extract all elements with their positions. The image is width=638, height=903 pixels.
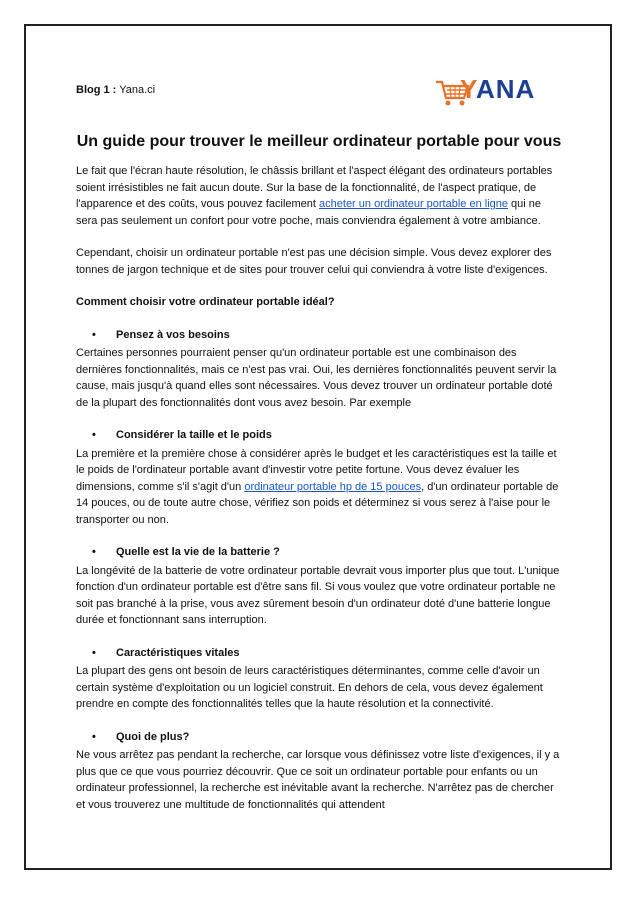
blog-label: Blog 1 : [76,84,117,96]
logo-letters-ana: ANA [475,74,536,104]
section-text-features: La plupart des gens ont besoin de leurs caractéristiques déterminantes, comme celle d'avoir un certain système d'exploitation ou un logiciel construit. En dehors de cela, vous devez également prendre en compte des fonctionnalités telles que la haute résolution et la connectivité. [76,665,543,710]
blog-header [76,84,155,96]
buy-laptop-link[interactable]: acheter un ordinateur portable en ligne [319,198,508,210]
article-body [76,132,562,829]
section-text-size [76,446,562,529]
section-text-more: Ne vous arrêtez pas pendant la recherche, car lorsque vous définissez votre liste d'exigences, il y a plus que ce que vous pourriez découvrir. Que ce soit un ordinateur portable pour enfants ou un ordinateur professionnel, la recherche est inévitable avant la recherche. N'arrêtez pas de chercher et vous trouverez une multitude de fonctionnalités qui attendent [76,749,560,811]
article-title: Un guide pour trouver le meilleur ordinateur portable pour vous [76,133,562,150]
bullet-heading-text: Considérer la taille et le poids [116,429,272,441]
bullet-dot: • [92,646,96,659]
bullet-heading-battery [76,544,562,561]
bullet-heading-more [76,729,562,746]
bullet-heading-features [76,645,562,662]
intro-text-before: Le fait que l'écran haute résolution, le châssis brillant et l'aspect élégant des ordinateurs portables soient irrésistibles ne fait aucun doute. Sur la base de la fonctionnalité, de l'aspect pratique, de l'apparence et des coûts, vous pouvez facilement [76,165,553,210]
bullet-dot: • [92,730,96,743]
bullet-dot: • [92,328,96,341]
bullet-heading-text: Caractéristiques vitales [116,646,240,659]
section-text-battery: La longévité de la batterie de votre ordinateur portable devrait vous importer plus que tout. L'unique fonction d'un ordinateur portable est d'être sans fil. Si vous voulez que votre ordinateur portable ne soit pas branché à la prise, vous avez sûrement besoin d'un ordinateur doté d'une batterie longue durée et fonctionnant sans interruption. [76,564,560,626]
size-text-after: , d'un ordinateur portable de 14 pouces, ou de toute autre chose, vérifiez son poids et déterminez si vous serez à l'aise pour le transporter ou non. [76,480,559,526]
size-text-before: La première et la première chose à considérer après le budget et les caractéristiques est la taille et le poids de l'ordinateur portable avant d'investir votre petite fortune. Vous devez évaluer les dimensions, comme s'il s'agit d'un [76,447,557,493]
second-paragraph: Cependant, choisir un ordinateur portable n'est pas une décision simple. Vous devez explorer des tonnes de jargon technique et de sites pour trouver celui qui conviendra à votre liste d'exigences. [76,247,552,276]
bullet-heading-text: Quoi de plus? [116,730,190,743]
section-subheading: Comment choisir votre ordinateur portable idéal? [76,296,335,308]
blog-site: Yana.ci [119,84,156,96]
intro-paragraph [76,163,562,229]
hp-laptop-link[interactable]: ordinateur portable hp de 15 pouces [244,480,422,493]
bullet-dot: • [92,429,96,441]
logo-wordmark [460,74,535,105]
bullet-heading-size [76,427,562,444]
bullet-heading-text: Pensez à vos besoins [116,328,230,341]
logo-letter-y: Y [460,74,476,104]
bullet-dot: • [92,546,96,558]
yana-logo [434,70,554,110]
bullet-heading-text: Quelle est la vie de la batterie ? [116,546,280,558]
intro-text-after: qui ne sera pas seulement un confort pour votre poche, mais conviendra également à votre ambiance. [76,198,542,227]
bullet-heading-needs [76,327,562,344]
section-text-needs: Certaines personnes pourraient penser qu'un ordinateur portable est une combinaison des dernières fonctionnalités, mais ce n'est pas vrai. Oui, les dernières fonctionnalités peuvent servir la cause, mais jusqu'à quand elles sont nécessaires. Vous devez trouver un ordinateur portable doté de la plupart des fonctionnalités dont vous avez besoin. Par exemple [76,347,557,409]
